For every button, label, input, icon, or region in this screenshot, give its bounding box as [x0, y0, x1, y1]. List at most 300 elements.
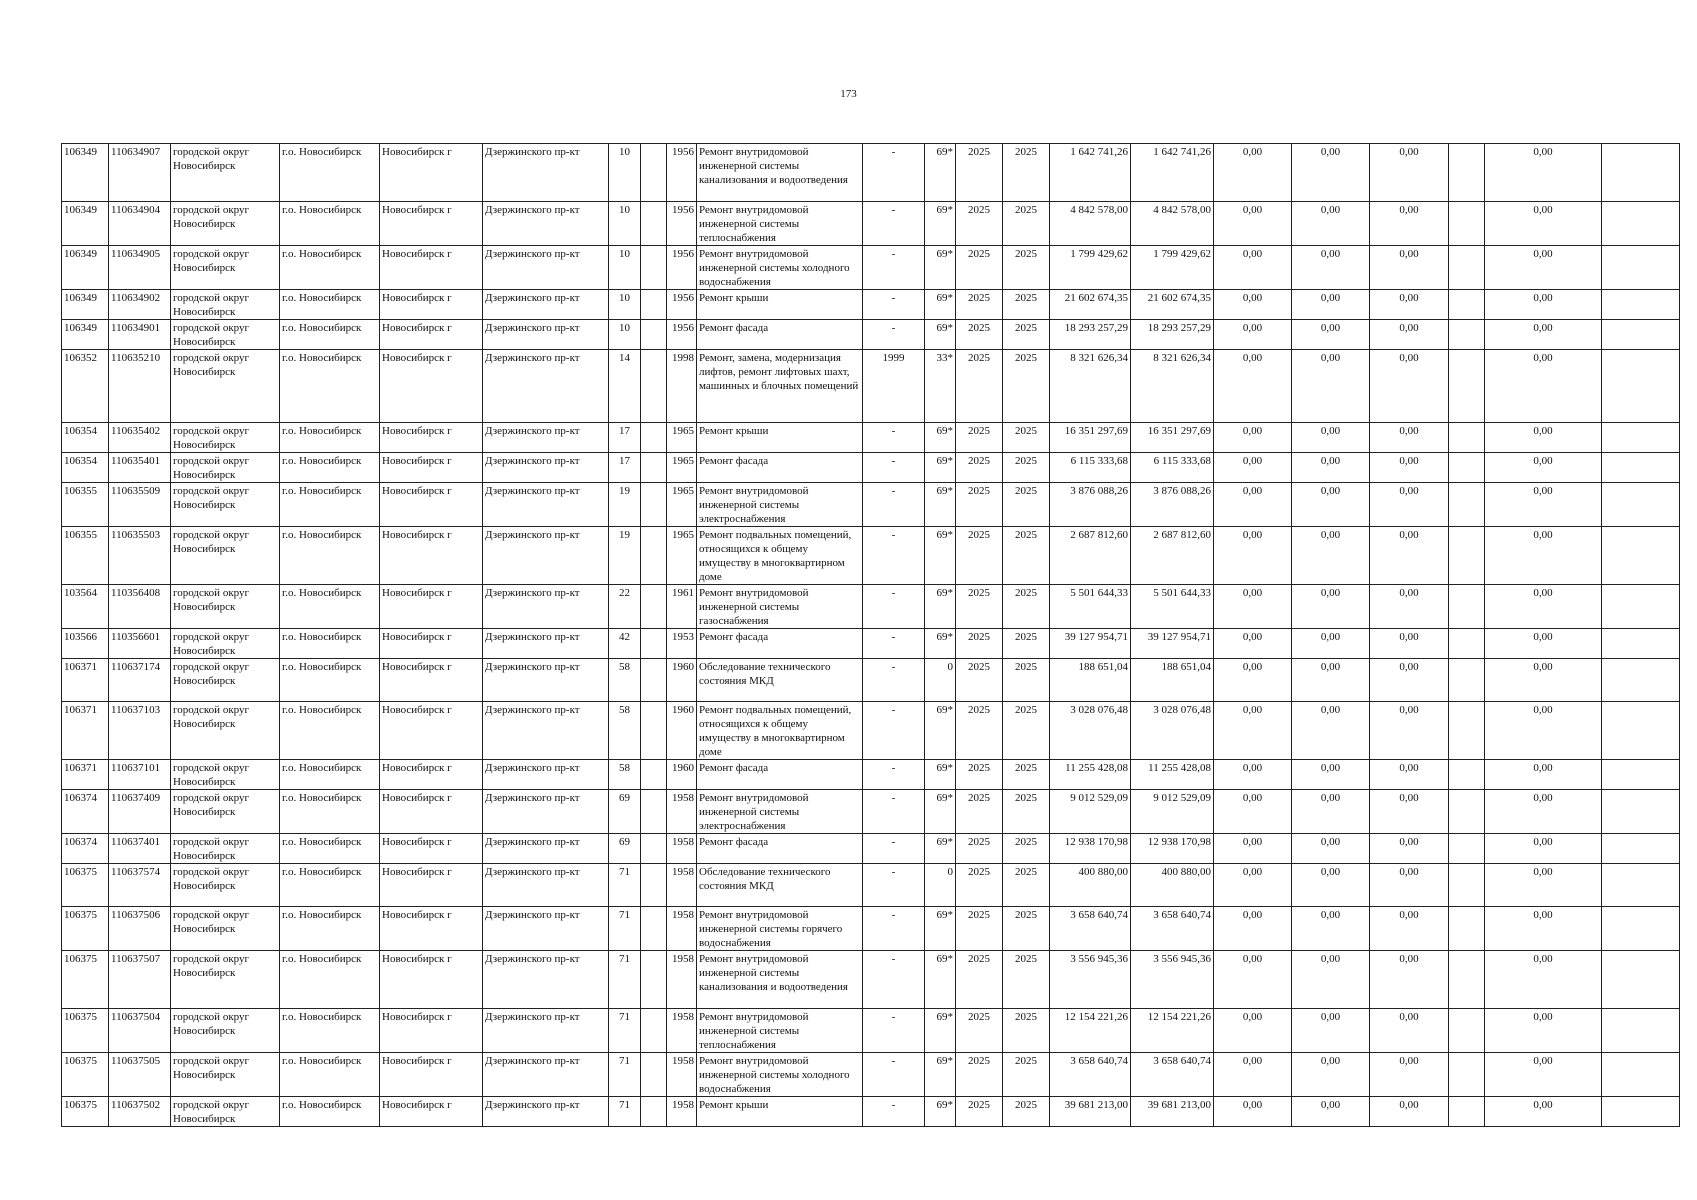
fund-3-cell: 0,00 — [1370, 951, 1449, 1009]
fund-1-cell: 0,00 — [1214, 423, 1292, 453]
house-number-cell: 71 — [609, 1097, 641, 1127]
cost-total-cell: 3 658 640,74 — [1050, 1053, 1131, 1097]
row-id-cell: 106371 — [62, 702, 109, 760]
city-cell: Новосибирск г — [380, 1097, 483, 1127]
fund-2-cell: 0,00 — [1292, 202, 1370, 246]
year-built-cell: 1953 — [667, 629, 697, 659]
last-cell-cell — [1602, 320, 1680, 350]
work-type-cell: Ремонт крыши — [697, 290, 863, 320]
cost-planned-cell: 12 154 221,26 — [1131, 1009, 1214, 1053]
fund-1-cell: 0,00 — [1214, 290, 1292, 320]
settlement-type-cell: г.о. Новосибирск — [280, 702, 380, 760]
fund-1-cell: 0,00 — [1214, 760, 1292, 790]
year-end-cell: 2025 — [1003, 951, 1050, 1009]
work-type-cell: Ремонт подвальных помещений, относящихся к общему имуществу в многоквартирном доме — [697, 702, 863, 760]
work-type-cell: Ремонт внутридомовой инженерной системы электроснабжения — [697, 790, 863, 834]
cost-planned-cell: 3 658 640,74 — [1131, 1053, 1214, 1097]
year-end-cell: 2025 — [1003, 483, 1050, 527]
last-cell-cell — [1602, 350, 1680, 423]
last-cell-cell — [1602, 453, 1680, 483]
city-cell: Новосибирск г — [380, 864, 483, 907]
municipality-cell: городской округ Новосибирск — [171, 350, 280, 423]
table-row — [62, 527, 1680, 585]
cost-planned-cell: 9 012 529,09 — [1131, 790, 1214, 834]
cost-total-cell: 188 651,04 — [1050, 659, 1131, 702]
row-id-cell: 106375 — [62, 1097, 109, 1127]
house-number-cell: 58 — [609, 659, 641, 702]
city-cell: Новосибирск г — [380, 527, 483, 585]
fund-3-cell: 0,00 — [1370, 453, 1449, 483]
cost-planned-cell: 6 115 333,68 — [1131, 453, 1214, 483]
fund-1-cell: 0,00 — [1214, 1097, 1292, 1127]
city-cell: Новосибирск г — [380, 702, 483, 760]
year-end-cell: 2025 — [1003, 1097, 1050, 1127]
year-end-cell: 2025 — [1003, 527, 1050, 585]
fund-2-cell: 0,00 — [1292, 585, 1370, 629]
year-start-cell: 2025 — [956, 834, 1003, 864]
year-start-cell: 2025 — [956, 527, 1003, 585]
prev-repair-year-cell: - — [863, 320, 925, 350]
year-start-cell: 2025 — [956, 320, 1003, 350]
last-cell-cell — [1602, 1009, 1680, 1053]
settlement-type-cell: г.о. Новосибирск — [280, 483, 380, 527]
extra-cell-cell — [641, 907, 667, 951]
cost-planned-cell: 3 556 945,36 — [1131, 951, 1214, 1009]
object-code-cell: 110637504 — [109, 1009, 171, 1053]
fund-4-cell: 0,00 — [1485, 659, 1602, 702]
row-id-cell: 106375 — [62, 907, 109, 951]
fund-4-cell: 0,00 — [1485, 320, 1602, 350]
year-built-cell: 1958 — [667, 951, 697, 1009]
fund-1-cell: 0,00 — [1214, 585, 1292, 629]
fund-3-cell: 0,00 — [1370, 527, 1449, 585]
extra-cell-cell — [641, 1097, 667, 1127]
settlement-type-cell: г.о. Новосибирск — [280, 760, 380, 790]
table-row — [62, 585, 1680, 629]
blank-cell-cell — [1449, 629, 1485, 659]
street-cell: Дзержинского пр-кт — [483, 760, 609, 790]
fund-3-cell: 0,00 — [1370, 350, 1449, 423]
cost-planned-cell: 5 501 644,33 — [1131, 585, 1214, 629]
fund-2-cell: 0,00 — [1292, 144, 1370, 202]
city-cell: Новосибирск г — [380, 453, 483, 483]
last-cell-cell — [1602, 864, 1680, 907]
fund-4-cell: 0,00 — [1485, 585, 1602, 629]
last-cell-cell — [1602, 951, 1680, 1009]
year-end-cell: 2025 — [1003, 453, 1050, 483]
prev-repair-year-cell: - — [863, 702, 925, 760]
settlement-type-cell: г.о. Новосибирск — [280, 144, 380, 202]
extra-cell-cell — [641, 629, 667, 659]
street-cell: Дзержинского пр-кт — [483, 629, 609, 659]
prev-repair-year-cell: - — [863, 202, 925, 246]
cost-planned-cell: 3 876 088,26 — [1131, 483, 1214, 527]
year-end-cell: 2025 — [1003, 702, 1050, 760]
work-type-cell: Ремонт внутридомовой инженерной системы теплоснабжения — [697, 202, 863, 246]
municipality-cell: городской округ Новосибирск — [171, 1009, 280, 1053]
wear-percent-cell: 69* — [925, 760, 956, 790]
last-cell-cell — [1602, 659, 1680, 702]
object-code-cell: 110634904 — [109, 202, 171, 246]
fund-2-cell: 0,00 — [1292, 702, 1370, 760]
last-cell-cell — [1602, 246, 1680, 290]
city-cell: Новосибирск г — [380, 907, 483, 951]
cost-total-cell: 3 028 076,48 — [1050, 702, 1131, 760]
row-id-cell: 106349 — [62, 290, 109, 320]
prev-repair-year-cell: - — [863, 834, 925, 864]
fund-2-cell: 0,00 — [1292, 790, 1370, 834]
blank-cell-cell — [1449, 585, 1485, 629]
cost-total-cell: 4 842 578,00 — [1050, 202, 1131, 246]
city-cell: Новосибирск г — [380, 585, 483, 629]
extra-cell-cell — [641, 864, 667, 907]
table-row — [62, 246, 1680, 290]
wear-percent-cell: 69* — [925, 1009, 956, 1053]
prev-repair-year-cell: - — [863, 951, 925, 1009]
cost-total-cell: 8 321 626,34 — [1050, 350, 1131, 423]
year-built-cell: 1956 — [667, 202, 697, 246]
object-code-cell: 110635503 — [109, 527, 171, 585]
house-number-cell: 58 — [609, 760, 641, 790]
blank-cell-cell — [1449, 290, 1485, 320]
year-start-cell: 2025 — [956, 790, 1003, 834]
cost-planned-cell: 18 293 257,29 — [1131, 320, 1214, 350]
table-row — [62, 760, 1680, 790]
cost-total-cell: 6 115 333,68 — [1050, 453, 1131, 483]
fund-4-cell: 0,00 — [1485, 702, 1602, 760]
extra-cell-cell — [641, 202, 667, 246]
fund-3-cell: 0,00 — [1370, 144, 1449, 202]
year-end-cell: 2025 — [1003, 1009, 1050, 1053]
year-start-cell: 2025 — [956, 483, 1003, 527]
year-built-cell: 1960 — [667, 760, 697, 790]
last-cell-cell — [1602, 834, 1680, 864]
municipality-cell: городской округ Новосибирск — [171, 453, 280, 483]
fund-1-cell: 0,00 — [1214, 659, 1292, 702]
fund-1-cell: 0,00 — [1214, 629, 1292, 659]
row-id-cell: 103564 — [62, 585, 109, 629]
object-code-cell: 110637506 — [109, 907, 171, 951]
cost-total-cell: 12 938 170,98 — [1050, 834, 1131, 864]
fund-3-cell: 0,00 — [1370, 585, 1449, 629]
cost-planned-cell: 4 842 578,00 — [1131, 202, 1214, 246]
extra-cell-cell — [641, 453, 667, 483]
house-number-cell: 71 — [609, 951, 641, 1009]
work-type-cell: Обследование технического состояния МКД — [697, 659, 863, 702]
year-built-cell: 1965 — [667, 453, 697, 483]
settlement-type-cell: г.о. Новосибирск — [280, 951, 380, 1009]
prev-repair-year-cell: - — [863, 423, 925, 453]
city-cell: Новосибирск г — [380, 423, 483, 453]
city-cell: Новосибирск г — [380, 951, 483, 1009]
settlement-type-cell: г.о. Новосибирск — [280, 907, 380, 951]
work-type-cell: Ремонт, замена, модернизация лифтов, ремонт лифтовых шахт, машинных и блочных помещений — [697, 350, 863, 423]
street-cell: Дзержинского пр-кт — [483, 907, 609, 951]
settlement-type-cell: г.о. Новосибирск — [280, 320, 380, 350]
house-number-cell: 10 — [609, 290, 641, 320]
street-cell: Дзержинского пр-кт — [483, 659, 609, 702]
table-row — [62, 483, 1680, 527]
prev-repair-year-cell: - — [863, 907, 925, 951]
year-end-cell: 2025 — [1003, 144, 1050, 202]
street-cell: Дзержинского пр-кт — [483, 246, 609, 290]
year-built-cell: 1958 — [667, 1097, 697, 1127]
year-start-cell: 2025 — [956, 760, 1003, 790]
blank-cell-cell — [1449, 453, 1485, 483]
year-built-cell: 1958 — [667, 907, 697, 951]
last-cell-cell — [1602, 483, 1680, 527]
city-cell: Новосибирск г — [380, 290, 483, 320]
municipality-cell: городской округ Новосибирск — [171, 585, 280, 629]
year-end-cell: 2025 — [1003, 1053, 1050, 1097]
year-built-cell: 1958 — [667, 790, 697, 834]
work-type-cell: Ремонт фасада — [697, 760, 863, 790]
fund-1-cell: 0,00 — [1214, 483, 1292, 527]
last-cell-cell — [1602, 527, 1680, 585]
extra-cell-cell — [641, 320, 667, 350]
cost-planned-cell: 12 938 170,98 — [1131, 834, 1214, 864]
fund-2-cell: 0,00 — [1292, 423, 1370, 453]
year-start-cell: 2025 — [956, 144, 1003, 202]
prev-repair-year-cell: - — [863, 246, 925, 290]
year-end-cell: 2025 — [1003, 760, 1050, 790]
fund-1-cell: 0,00 — [1214, 527, 1292, 585]
blank-cell-cell — [1449, 144, 1485, 202]
year-built-cell: 1965 — [667, 423, 697, 453]
year-built-cell: 1958 — [667, 834, 697, 864]
extra-cell-cell — [641, 790, 667, 834]
fund-1-cell: 0,00 — [1214, 144, 1292, 202]
object-code-cell: 110637507 — [109, 951, 171, 1009]
object-code-cell: 110637502 — [109, 1097, 171, 1127]
wear-percent-cell: 69* — [925, 483, 956, 527]
prev-repair-year-cell: - — [863, 483, 925, 527]
house-number-cell: 71 — [609, 907, 641, 951]
city-cell: Новосибирск г — [380, 483, 483, 527]
fund-4-cell: 0,00 — [1485, 290, 1602, 320]
blank-cell-cell — [1449, 659, 1485, 702]
municipality-cell: городской округ Новосибирск — [171, 760, 280, 790]
cost-planned-cell: 39 681 213,00 — [1131, 1097, 1214, 1127]
wear-percent-cell: 69* — [925, 290, 956, 320]
wear-percent-cell: 69* — [925, 702, 956, 760]
street-cell: Дзержинского пр-кт — [483, 483, 609, 527]
municipality-cell: городской округ Новосибирск — [171, 144, 280, 202]
table-row — [62, 423, 1680, 453]
house-number-cell: 10 — [609, 144, 641, 202]
municipality-cell: городской округ Новосибирск — [171, 834, 280, 864]
settlement-type-cell: г.о. Новосибирск — [280, 790, 380, 834]
fund-4-cell: 0,00 — [1485, 951, 1602, 1009]
row-id-cell: 106349 — [62, 202, 109, 246]
house-number-cell: 69 — [609, 790, 641, 834]
house-number-cell: 71 — [609, 1009, 641, 1053]
work-type-cell: Обследование технического состояния МКД — [697, 864, 863, 907]
municipality-cell: городской округ Новосибирск — [171, 864, 280, 907]
blank-cell-cell — [1449, 907, 1485, 951]
cost-total-cell: 39 681 213,00 — [1050, 1097, 1131, 1127]
fund-3-cell: 0,00 — [1370, 760, 1449, 790]
wear-percent-cell: 69* — [925, 585, 956, 629]
year-start-cell: 2025 — [956, 423, 1003, 453]
street-cell: Дзержинского пр-кт — [483, 1009, 609, 1053]
house-number-cell: 10 — [609, 246, 641, 290]
fund-3-cell: 0,00 — [1370, 1053, 1449, 1097]
year-built-cell: 1965 — [667, 483, 697, 527]
settlement-type-cell: г.о. Новосибирск — [280, 834, 380, 864]
blank-cell-cell — [1449, 864, 1485, 907]
prev-repair-year-cell: - — [863, 144, 925, 202]
fund-2-cell: 0,00 — [1292, 907, 1370, 951]
year-end-cell: 2025 — [1003, 790, 1050, 834]
object-code-cell: 110637574 — [109, 864, 171, 907]
settlement-type-cell: г.о. Новосибирск — [280, 290, 380, 320]
year-end-cell: 2025 — [1003, 423, 1050, 453]
work-type-cell: Ремонт внутридомовой инженерной системы электроснабжения — [697, 483, 863, 527]
prev-repair-year-cell: - — [863, 453, 925, 483]
year-start-cell: 2025 — [956, 1053, 1003, 1097]
prev-repair-year-cell: - — [863, 290, 925, 320]
cost-total-cell: 3 556 945,36 — [1050, 951, 1131, 1009]
prev-repair-year-cell: - — [863, 527, 925, 585]
fund-1-cell: 0,00 — [1214, 864, 1292, 907]
street-cell: Дзержинского пр-кт — [483, 951, 609, 1009]
table-row — [62, 1053, 1680, 1097]
municipality-cell: городской округ Новосибирск — [171, 702, 280, 760]
row-id-cell: 106349 — [62, 144, 109, 202]
extra-cell-cell — [641, 527, 667, 585]
blank-cell-cell — [1449, 834, 1485, 864]
house-number-cell: 19 — [609, 527, 641, 585]
cost-planned-cell: 16 351 297,69 — [1131, 423, 1214, 453]
settlement-type-cell: г.о. Новосибирск — [280, 659, 380, 702]
street-cell: Дзержинского пр-кт — [483, 834, 609, 864]
cost-total-cell: 3 658 640,74 — [1050, 907, 1131, 951]
cost-total-cell: 1 799 429,62 — [1050, 246, 1131, 290]
fund-2-cell: 0,00 — [1292, 834, 1370, 864]
fund-4-cell: 0,00 — [1485, 1053, 1602, 1097]
city-cell: Новосибирск г — [380, 350, 483, 423]
prev-repair-year-cell: 1999 — [863, 350, 925, 423]
cost-planned-cell: 1 642 741,26 — [1131, 144, 1214, 202]
city-cell: Новосибирск г — [380, 760, 483, 790]
house-number-cell: 22 — [609, 585, 641, 629]
extra-cell-cell — [641, 951, 667, 1009]
row-id-cell: 106355 — [62, 527, 109, 585]
extra-cell-cell — [641, 585, 667, 629]
year-built-cell: 1956 — [667, 290, 697, 320]
cost-planned-cell: 1 799 429,62 — [1131, 246, 1214, 290]
fund-1-cell: 0,00 — [1214, 350, 1292, 423]
settlement-type-cell: г.о. Новосибирск — [280, 1009, 380, 1053]
year-start-cell: 2025 — [956, 907, 1003, 951]
fund-3-cell: 0,00 — [1370, 790, 1449, 834]
last-cell-cell — [1602, 702, 1680, 760]
year-end-cell: 2025 — [1003, 629, 1050, 659]
blank-cell-cell — [1449, 350, 1485, 423]
city-cell: Новосибирск г — [380, 202, 483, 246]
fund-3-cell: 0,00 — [1370, 1097, 1449, 1127]
blank-cell-cell — [1449, 246, 1485, 290]
house-number-cell: 71 — [609, 864, 641, 907]
fund-2-cell: 0,00 — [1292, 290, 1370, 320]
row-id-cell: 103566 — [62, 629, 109, 659]
year-built-cell: 1956 — [667, 246, 697, 290]
prev-repair-year-cell: - — [863, 1053, 925, 1097]
year-start-cell: 2025 — [956, 702, 1003, 760]
fund-1-cell: 0,00 — [1214, 246, 1292, 290]
cost-total-cell: 11 255 428,08 — [1050, 760, 1131, 790]
year-built-cell: 1961 — [667, 585, 697, 629]
year-end-cell: 2025 — [1003, 659, 1050, 702]
municipality-cell: городской округ Новосибирск — [171, 202, 280, 246]
house-number-cell: 69 — [609, 834, 641, 864]
cost-total-cell: 9 012 529,09 — [1050, 790, 1131, 834]
street-cell: Дзержинского пр-кт — [483, 453, 609, 483]
row-id-cell: 106349 — [62, 320, 109, 350]
fund-4-cell: 0,00 — [1485, 453, 1602, 483]
prev-repair-year-cell: - — [863, 585, 925, 629]
house-number-cell: 17 — [609, 453, 641, 483]
street-cell: Дзержинского пр-кт — [483, 290, 609, 320]
last-cell-cell — [1602, 202, 1680, 246]
object-code-cell: 110637409 — [109, 790, 171, 834]
work-type-cell: Ремонт фасада — [697, 834, 863, 864]
city-cell: Новосибирск г — [380, 1053, 483, 1097]
extra-cell-cell — [641, 350, 667, 423]
cost-planned-cell: 3 658 640,74 — [1131, 907, 1214, 951]
row-id-cell: 106371 — [62, 760, 109, 790]
house-number-cell: 10 — [609, 202, 641, 246]
city-cell: Новосибирск г — [380, 1009, 483, 1053]
wear-percent-cell: 69* — [925, 907, 956, 951]
table-body — [62, 144, 1680, 1127]
cost-planned-cell: 21 602 674,35 — [1131, 290, 1214, 320]
work-type-cell: Ремонт внутридомовой инженерной системы горячего водоснабжения — [697, 907, 863, 951]
fund-1-cell: 0,00 — [1214, 202, 1292, 246]
settlement-type-cell: г.о. Новосибирск — [280, 453, 380, 483]
extra-cell-cell — [641, 144, 667, 202]
fund-2-cell: 0,00 — [1292, 246, 1370, 290]
row-id-cell: 106374 — [62, 834, 109, 864]
capital-repair-table — [61, 143, 1680, 1127]
blank-cell-cell — [1449, 1009, 1485, 1053]
settlement-type-cell: г.о. Новосибирск — [280, 585, 380, 629]
fund-3-cell: 0,00 — [1370, 864, 1449, 907]
year-start-cell: 2025 — [956, 629, 1003, 659]
object-code-cell: 110634907 — [109, 144, 171, 202]
fund-4-cell: 0,00 — [1485, 423, 1602, 453]
street-cell: Дзержинского пр-кт — [483, 585, 609, 629]
house-number-cell: 58 — [609, 702, 641, 760]
last-cell-cell — [1602, 144, 1680, 202]
object-code-cell: 110637103 — [109, 702, 171, 760]
table-row — [62, 951, 1680, 1009]
year-built-cell: 1956 — [667, 320, 697, 350]
fund-4-cell: 0,00 — [1485, 629, 1602, 659]
cost-planned-cell: 400 880,00 — [1131, 864, 1214, 907]
year-start-cell: 2025 — [956, 246, 1003, 290]
municipality-cell: городской округ Новосибирск — [171, 1053, 280, 1097]
year-start-cell: 2025 — [956, 585, 1003, 629]
street-cell: Дзержинского пр-кт — [483, 790, 609, 834]
house-number-cell: 42 — [609, 629, 641, 659]
fund-2-cell: 0,00 — [1292, 629, 1370, 659]
last-cell-cell — [1602, 760, 1680, 790]
fund-3-cell: 0,00 — [1370, 320, 1449, 350]
fund-3-cell: 0,00 — [1370, 702, 1449, 760]
fund-1-cell: 0,00 — [1214, 834, 1292, 864]
